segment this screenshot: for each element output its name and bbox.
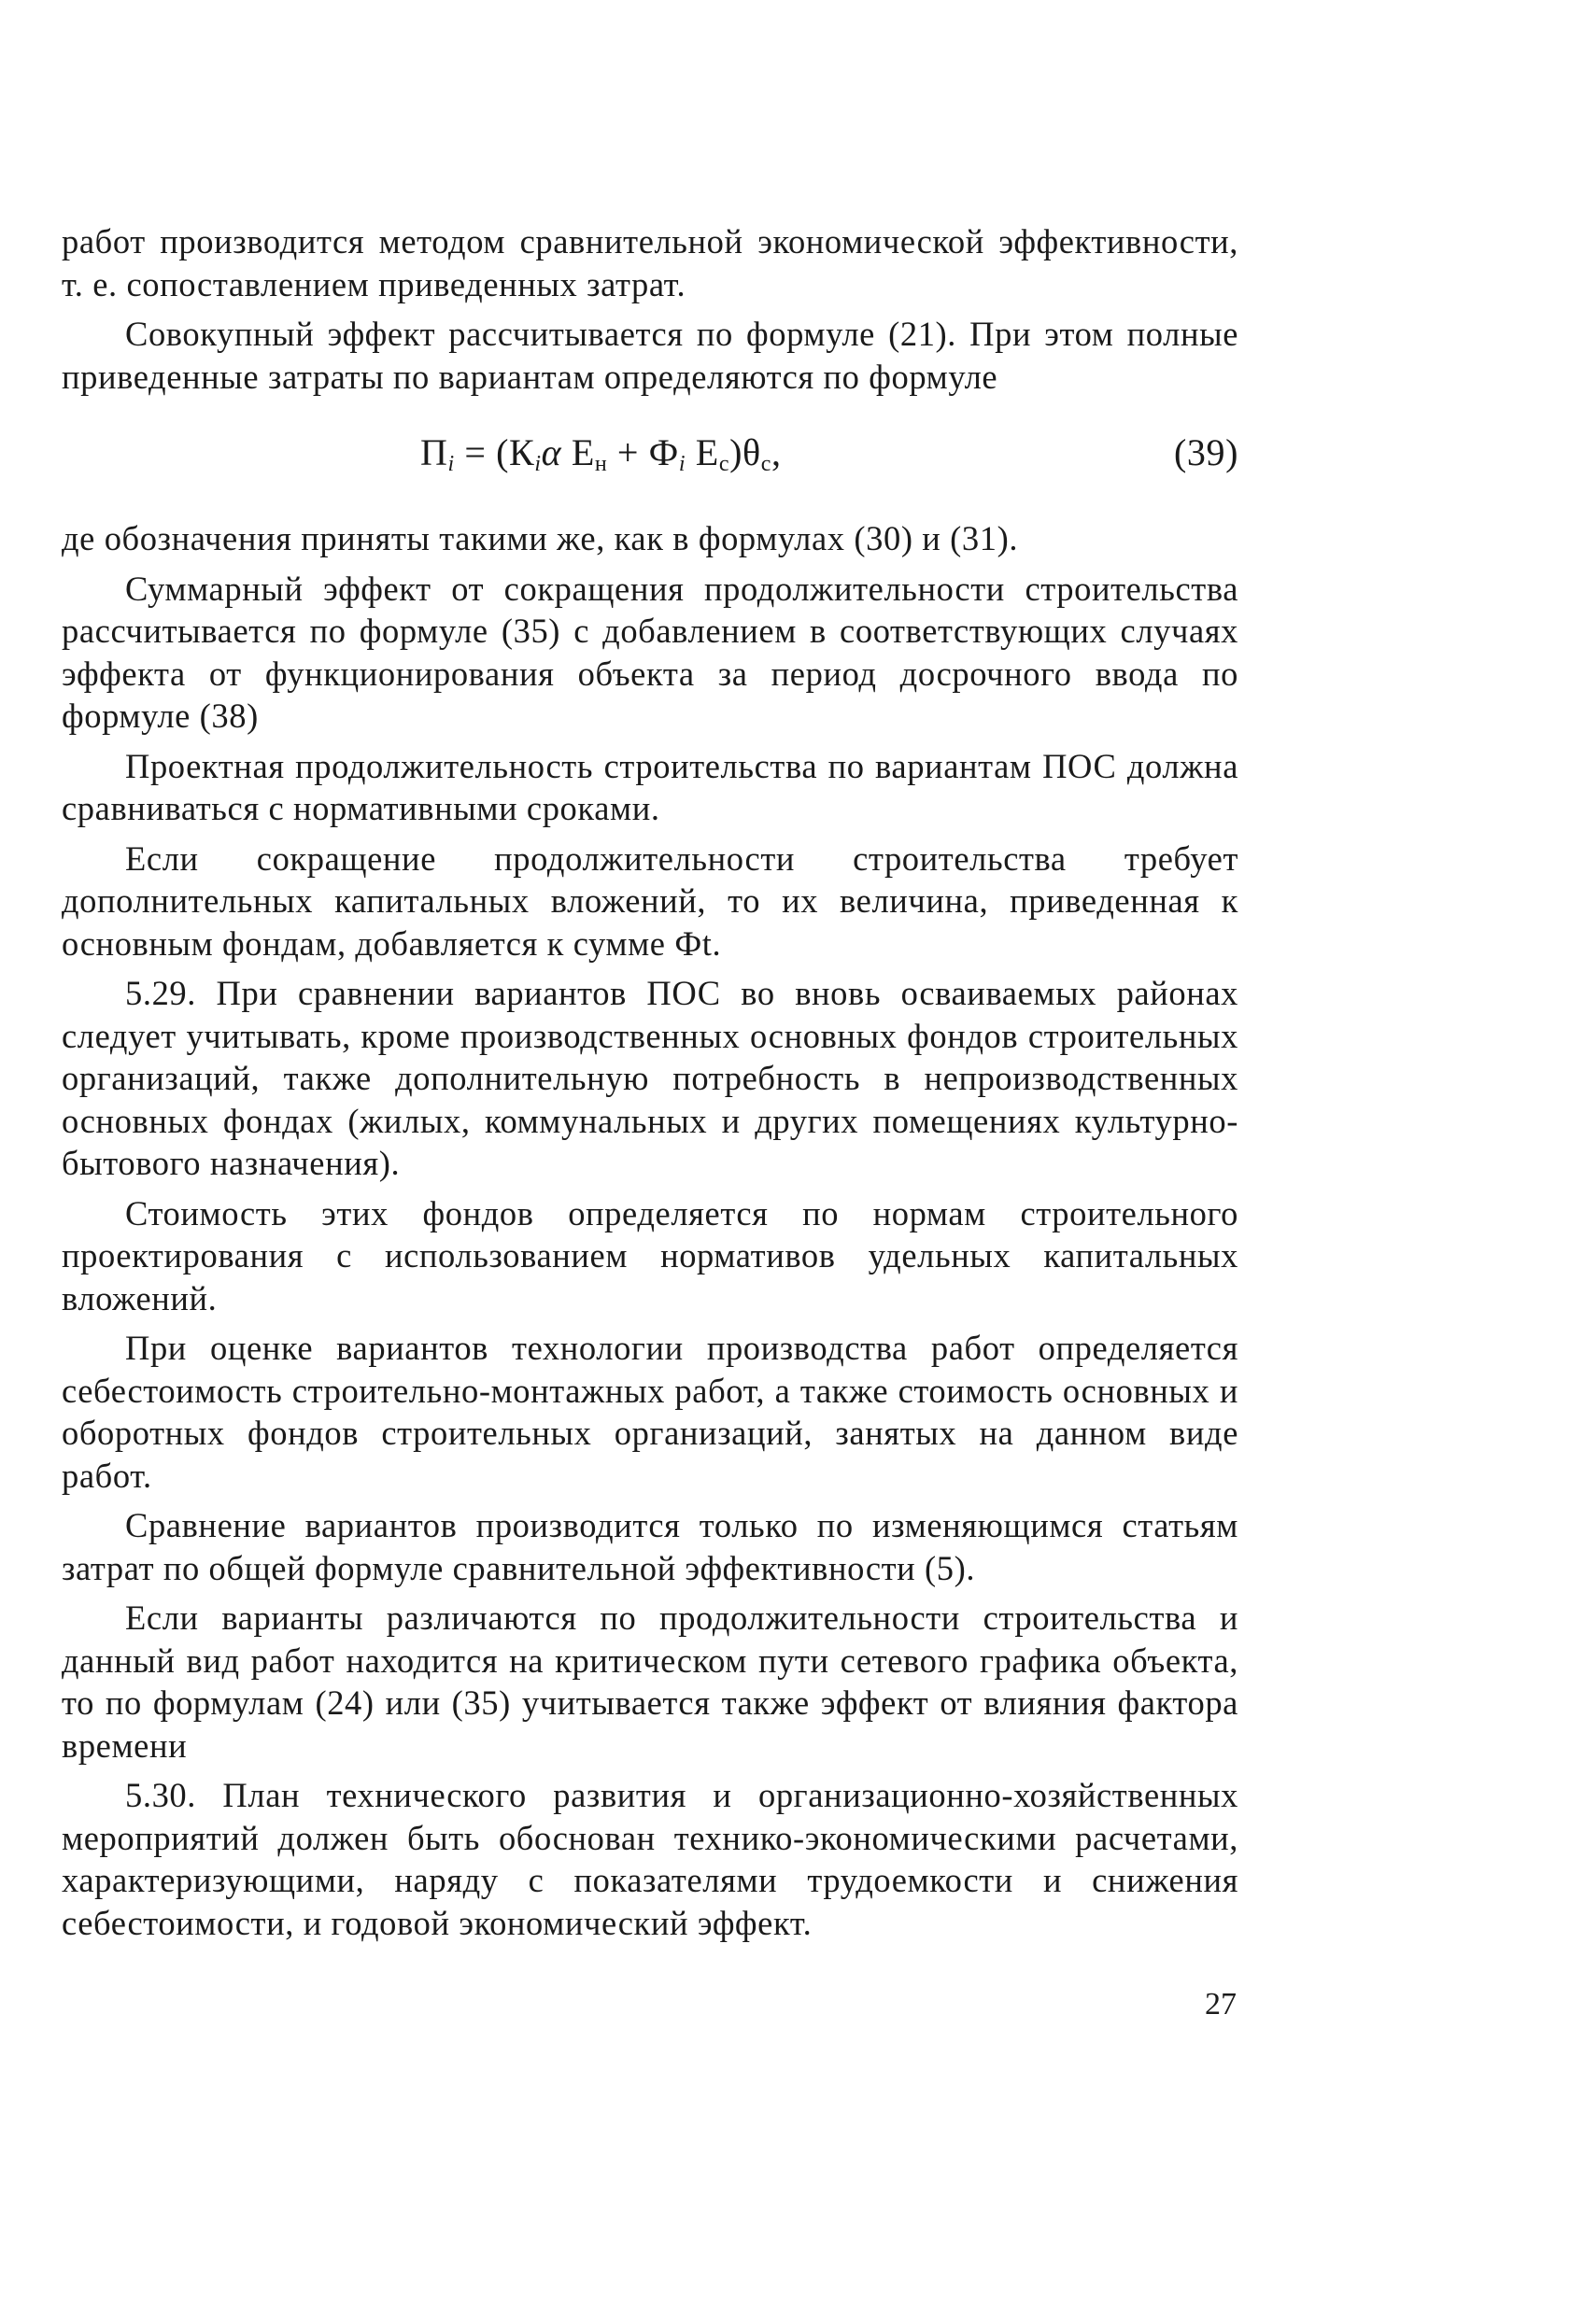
formula-39: $П_i = (К_i\alpha$ $Е_н + Ф_i$ $Е_с)\theta_с$, xyxy=(420,431,782,476)
paragraph: Если сокращение продолжительности строительства требует дополнительных капитальных вложений, то их величина, приведенная к основным фондам, добавляется к сумме Фt. xyxy=(62,838,1238,963)
formula-block xyxy=(62,416,1238,500)
paragraph: Если варианты различаются по продолжительности строительства и данный вид работ находится на критическом пути сетевого графика объекта, то по формулам (24) или (35) учитывается также эффект от влияния фактора времени xyxy=(62,1599,1238,1765)
equation-number: (39) xyxy=(1173,431,1238,473)
paragraph: Проектная продолжительность строительства по вариантам ПОС должна сравниваться с нормативными сроками. xyxy=(62,746,1238,827)
body-text xyxy=(62,220,1238,1951)
paragraph: 5.29. При сравнении вариантов ПОС во вновь осваиваемых районах следует учитывать, кроме производственных основных фондов строительных организаций, также дополнительную потребность в непроизводственных основных фондах (жилых, коммунальных и других помещениях культурно-бытового назначения). xyxy=(62,974,1238,1182)
paragraph: При оценке вариантов технологии производства работ определяется себестоимость строительно-монтажных работ, а также стоимость основных и оборотных фондов строительных организаций, занятых на данном виде работ. xyxy=(62,1329,1238,1495)
page-number: 27 xyxy=(1205,1987,1237,2021)
paragraph: Стоимость этих фондов определяется по нормам строительного проектирования с использованием нормативов удельных капитальных вложений. xyxy=(62,1193,1238,1317)
paragraph: Суммарный эффект от сокращения продолжительности строительства рассчитывается по формуле (35) с добавлением в соответствующих случаях эффекта от функционирования объекта за период досрочного ввода по формуле (38) xyxy=(62,569,1238,735)
paragraph: де обозначения приняты такими же, как в формулах (30) и (31). xyxy=(62,519,1019,557)
paragraph: 5.30. План технического развития и организационно-хозяйственных мероприятий должен быть обоснован технико-экономическими расчетами, характеризующими, наряду с показателями трудоемкости и снижения себестоимости, и годовой экономический эффект. xyxy=(62,1776,1238,1942)
paragraph: Совокупный эффект рассчитывается по формуле (21). При этом полные приведенные затраты по вариантам определяются по формуле xyxy=(62,315,1238,396)
paragraph: Сравнение вариантов производится только по изменяющимся статьям затрат по общей формуле сравнительной эффективности (5). xyxy=(62,1506,1238,1587)
paragraph: работ производится методом сравнительной экономической эффективности, т. е. сопоставлением приведенных затрат. xyxy=(62,222,1238,303)
